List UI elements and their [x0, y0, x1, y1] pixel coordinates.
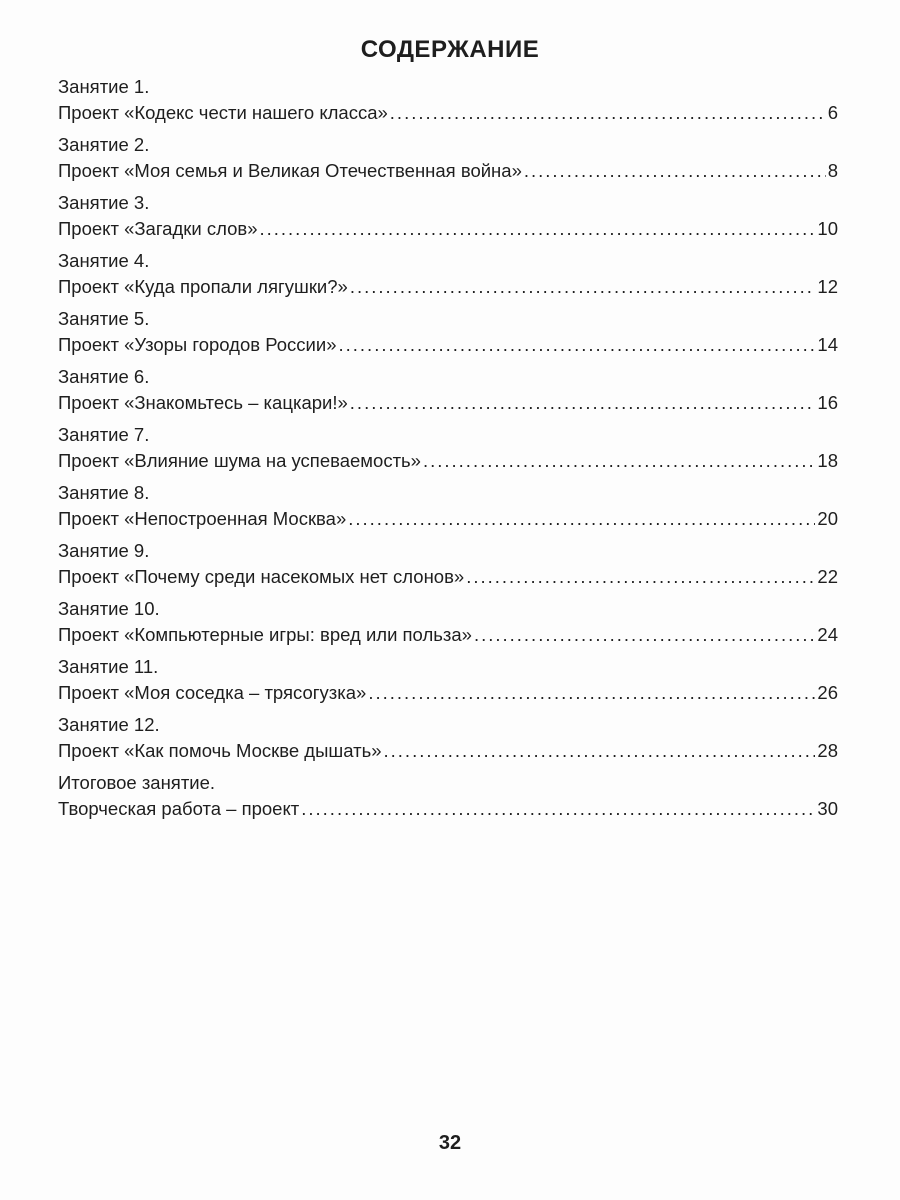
toc-entry — [58, 306, 838, 364]
toc-entry — [58, 596, 838, 654]
page-ref: 8 — [827, 160, 838, 181]
lesson-label: Занятие 8. — [58, 482, 150, 503]
dot-leader — [348, 506, 815, 532]
toc-entry — [58, 364, 838, 422]
project-title: Проект «Моя семья и Великая Отечественная война» — [58, 160, 522, 181]
toc-entry — [58, 712, 838, 770]
project-line — [58, 100, 838, 126]
project-title: Проект «Моя соседка – трясогузка» — [58, 682, 367, 703]
project-title: Проект «Как помочь Москве дышать» — [58, 740, 382, 761]
toc-entry — [58, 538, 838, 596]
table-of-contents — [58, 74, 838, 828]
project-title: Проект «Влияние шума на успеваемость» — [58, 450, 421, 471]
toc-entry — [58, 422, 838, 480]
lesson-label: Итоговое занятие. — [58, 772, 216, 793]
project-line — [58, 332, 838, 358]
page-ref: 20 — [817, 508, 838, 529]
project-line — [58, 158, 838, 184]
dot-leader — [350, 390, 816, 416]
lesson-label: Занятие 7. — [58, 424, 150, 445]
page-ref: 22 — [817, 566, 838, 587]
project-line — [58, 738, 838, 764]
page-ref: 26 — [817, 682, 838, 703]
page-ref: 18 — [817, 450, 838, 471]
page-ref: 14 — [817, 334, 838, 355]
lesson-label: Занятие 11. — [58, 656, 159, 677]
toc-entry — [58, 74, 838, 132]
lesson-label: Занятие 3. — [58, 192, 150, 213]
dot-leader — [301, 796, 815, 822]
lesson-label: Занятие 6. — [58, 366, 150, 387]
lesson-label: Занятие 2. — [58, 134, 150, 155]
page-ref: 30 — [817, 798, 838, 819]
toc-entry — [58, 248, 838, 306]
page-ref: 24 — [817, 624, 838, 645]
project-line — [58, 564, 838, 590]
project-title: Проект «Компьютерные игры: вред или польза» — [58, 624, 472, 645]
dot-leader — [524, 158, 826, 184]
project-line — [58, 216, 838, 242]
page-ref: 10 — [817, 218, 838, 239]
dot-leader — [368, 680, 815, 706]
lesson-label: Занятие 4. — [58, 250, 150, 271]
project-title: Проект «Загадки слов» — [58, 218, 258, 239]
lesson-label: Занятие 12. — [58, 714, 160, 735]
project-title: Проект «Кодекс чести нашего класса» — [58, 102, 388, 123]
dot-leader — [390, 100, 826, 126]
dot-leader — [259, 216, 815, 242]
page-number: 32 — [438, 1132, 462, 1154]
project-title: Проект «Узоры городов России» — [58, 334, 337, 355]
dot-leader — [384, 738, 816, 764]
project-line — [58, 796, 838, 822]
lesson-label: Занятие 10. — [58, 598, 160, 619]
project-line — [58, 448, 838, 474]
toc-entry — [58, 654, 838, 712]
page-title: СОДЕРЖАНИЕ — [360, 36, 540, 63]
project-line — [58, 680, 838, 706]
project-line — [58, 274, 838, 300]
page-ref: 6 — [827, 102, 838, 123]
lesson-label: Занятие 1. — [58, 76, 150, 97]
project-title: Проект «Знакомьтесь – кацкари!» — [58, 392, 348, 413]
lesson-label: Занятие 9. — [58, 540, 150, 561]
project-line — [58, 506, 838, 532]
toc-entry — [58, 770, 838, 828]
dot-leader — [339, 332, 816, 358]
project-line — [58, 622, 838, 648]
dot-leader — [474, 622, 815, 648]
dot-leader — [350, 274, 816, 300]
page-ref: 16 — [817, 392, 838, 413]
toc-entry — [58, 190, 838, 248]
project-title: Проект «Почему среди насекомых нет слонов» — [58, 566, 465, 587]
project-title: Проект «Куда пропали лягушки?» — [58, 276, 348, 297]
dot-leader — [423, 448, 815, 474]
lesson-label: Занятие 5. — [58, 308, 150, 329]
page-ref: 12 — [817, 276, 838, 297]
project-title: Проект «Непостроенная Москва» — [58, 508, 347, 529]
toc-entry — [58, 480, 838, 538]
project-line — [58, 390, 838, 416]
toc-entry — [58, 132, 838, 190]
project-title: Творческая работа – проект — [58, 798, 300, 819]
page-ref: 28 — [817, 740, 838, 761]
dot-leader — [466, 564, 815, 590]
